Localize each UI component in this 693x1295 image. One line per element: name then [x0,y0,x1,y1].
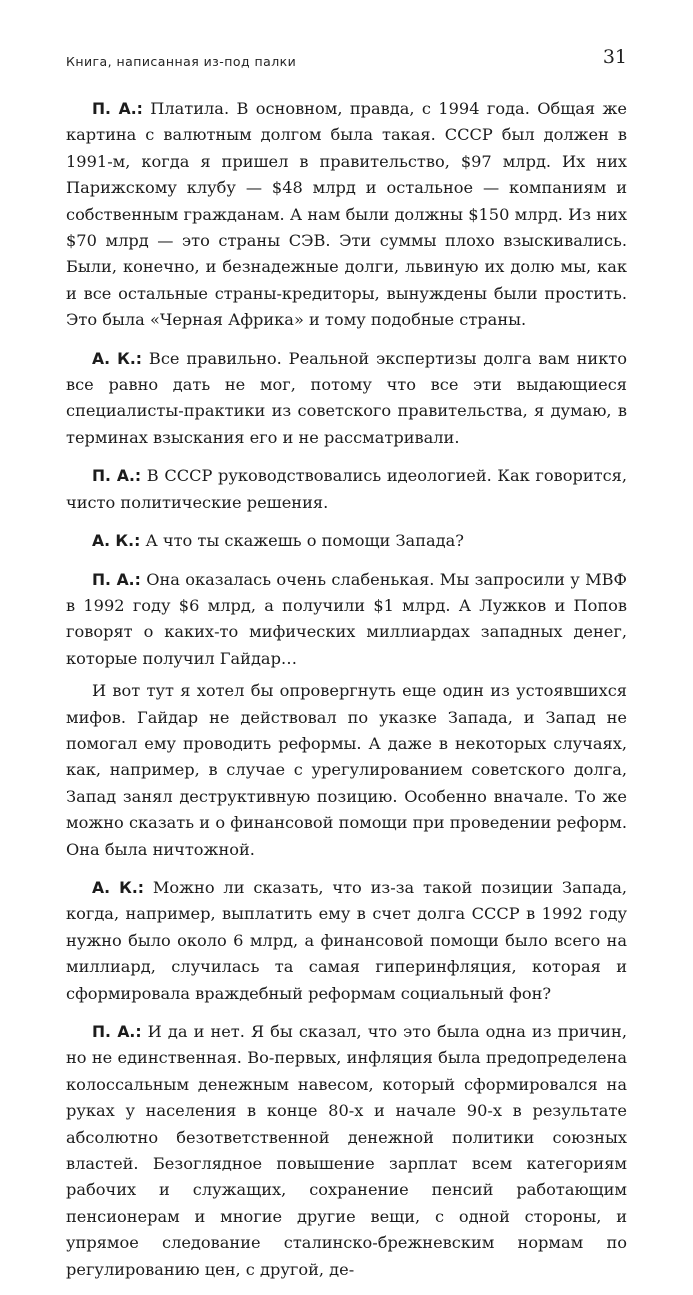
paragraph-text: И вот тут я хотел бы опровергнуть еще один из устоявшихся мифов. Гайдар не действовал по указке Запада, и Запад не помогал ему проводить реформы. А даже в некоторых случаях, как, например, в случае с урегулированием советского долга, Запад занял деструктивную позицию. Особенно вначале. То же можно сказать и о финансовой помощи при проведении реформ. Она была ничтожной. [66,681,627,859]
paragraph [66,567,627,673]
paragraph-text: Все правильно. Реальной экспертизы долга вам никто все равно дать не мог, потому что все эти выдающиеся специалисты-практики из советского правительства, я думаю, в терминах взыскания его и не рассматривали. [66,348,628,447]
paragraph-text: Можно ли сказать, что из-за такой позиции Запада, когда, например, выплатить ему в счет долга СССР в 1992 году нужно было около 6 млрд, а финансовой помощи было всего на миллиард, случилась та самая гиперинфляция, которая и сформировала враждебный реформам социальный фон? [66,877,627,1003]
paragraph [66,528,627,554]
speaker-label: П. А.: [92,1023,142,1041]
paragraph [66,96,627,334]
speaker-label: А. К.: [92,532,141,551]
paragraph [66,875,627,1007]
speaker-label: А. К.: [92,349,143,368]
paragraph [66,1019,627,1283]
page-header [66,46,627,76]
running-title: Книга, написанная из-под палки [66,54,297,69]
paragraph [66,678,627,863]
speaker-label: А. К.: [92,878,145,897]
paragraph-text: А что ты скажешь о помощи Запада? [140,531,464,551]
paragraph-text: Платила. В основном, правда, с 1994 года. Общая же картина с валютным долгом была такая. СССР был должен в 1991-м, когда я пришел в правительство, $97 млрд. Их них Парижскому клубу — $48 млрд и остальное — компаниям и собственным гражданам. А нам были должны $150 млрд. Из них $70 млрд — это страны СЭВ. Эти суммы плохо взыскивались. Были, конечно, и безнадежные долги, львиную их долю мы, как и все остальные страны-кредиторы, вынуждены были простить. Это была «Черная Африка» и тому подобные страны. [66,99,627,330]
paragraph-text: Она оказалась очень слабенькая. Мы запросили у МВФ в 1992 году $6 млрд, а получили $1 млрд. А Лужков и Попов говорят о каких-то мифических миллиардах западных денег, которые получил Гайдар… [66,569,627,668]
paragraph [66,346,627,452]
paragraph [66,463,627,516]
speaker-label: П. А.: [92,570,141,589]
page-number: 31 [602,46,627,68]
paragraph-text: И да и нет. Я бы сказал, что это была одна из причин, но не единственная. Во-первых, инфляция была предопределена колоссальным денежным навесом, который сформировался на руках у населения в конце 80-х и начале 90-х в результате абсолютно безответственной денежной политики союзных властей. Безоглядное повышение зарплат всем категориям рабочих и служащих, сохранение пенсий работающим пенсионерам и многие другие вещи, с одной стороны, и упрямое следование сталинско-брежневским нормам по регулированию цен, с другой, де- [66,1022,627,1279]
page-body [66,96,627,1295]
speaker-label: П. А.: [92,100,143,118]
paragraph-text: В СССР руководствовались идеологией. Как говорится, чисто политические решения. [66,466,627,512]
speaker-label: П. А.: [92,467,142,486]
